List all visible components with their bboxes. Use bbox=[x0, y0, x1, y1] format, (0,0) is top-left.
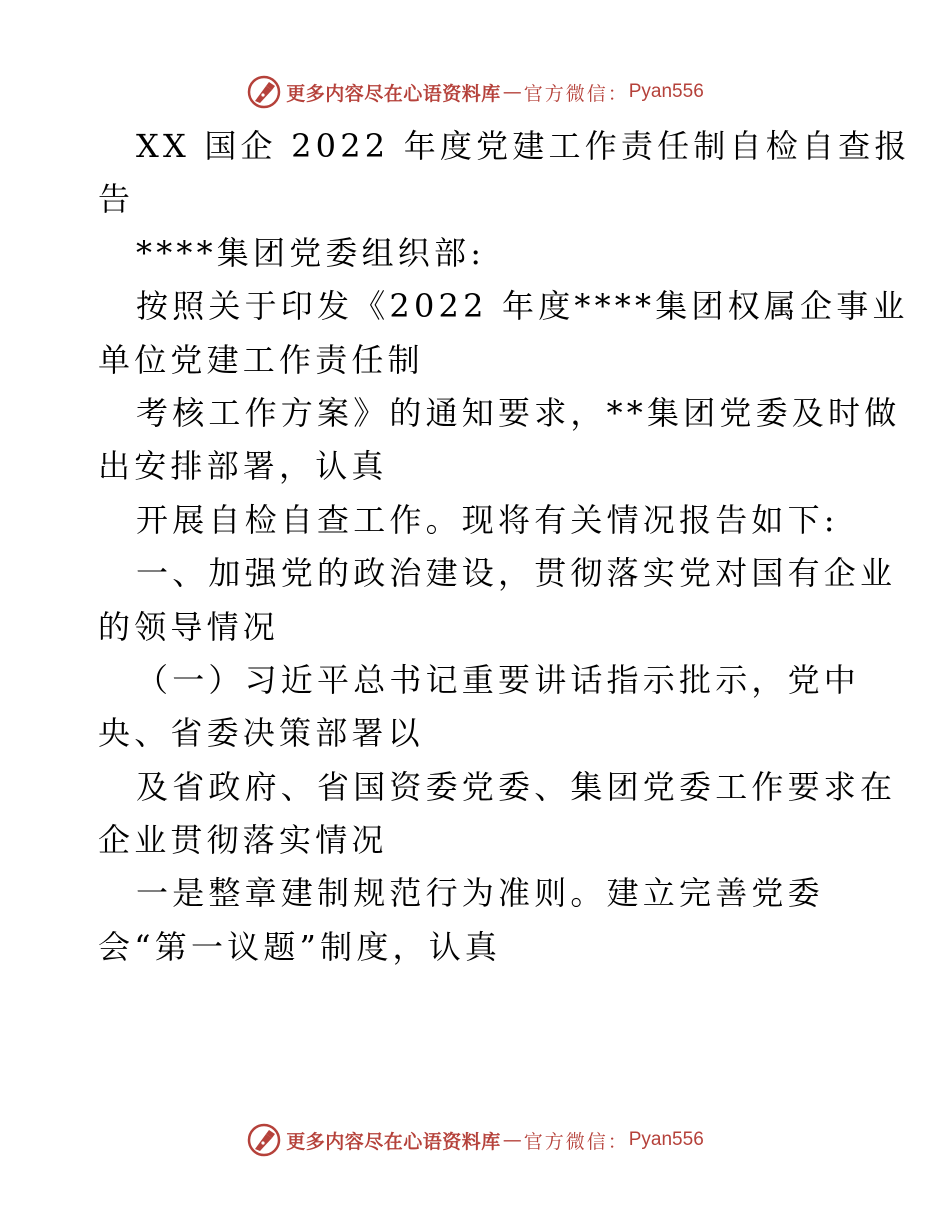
watermark-separator: — bbox=[502, 81, 522, 103]
watermark-brand: 更多内容尽在心语资料库 bbox=[286, 1130, 501, 1153]
paragraph-line: 企业贯彻落实情况 bbox=[98, 821, 388, 860]
paragraph-line: 出安排部署，认真 bbox=[98, 447, 388, 486]
addressee-line: ****集团党委组织部: bbox=[136, 233, 486, 272]
subsection-heading-line: （一）习近平总书记重要讲话指示批示，党中 bbox=[136, 660, 861, 699]
document-body bbox=[98, 120, 911, 974]
paragraph-line: 按照关于印发《2022 年度****集团权属企事业 bbox=[136, 287, 909, 326]
pen-nib-circle-icon bbox=[246, 1122, 282, 1158]
paragraph-line: 及省政府、省国资委党委、集团党委工作要求在 bbox=[136, 767, 897, 806]
pen-nib-circle-icon bbox=[246, 74, 282, 110]
paragraph-line: 会“第一议题”制度，认真 bbox=[98, 927, 502, 966]
subsection-heading-line: 央、省委决策部署以 bbox=[98, 714, 424, 753]
paragraph-line: 一是整章建制规范行为准则。建立完善党委 bbox=[136, 874, 824, 913]
paragraph-line: 开展自检自查工作。现将有关情况报告如下: bbox=[136, 500, 839, 539]
watermark-separator: — bbox=[502, 1129, 522, 1151]
watermark-wechat-id: Pyan556 bbox=[628, 81, 704, 102]
watermark-brand: 更多内容尽在心语资料库 bbox=[286, 82, 501, 105]
document-title-line-1: XX 国企 2022 年度党建工作责任制自检自查报 bbox=[136, 127, 911, 165]
document-title-line-2: 告 bbox=[98, 180, 135, 219]
watermark-contact-label: 官方微信： bbox=[523, 82, 629, 105]
paragraph-line: 单位党建工作责任制 bbox=[98, 340, 424, 379]
watermark-footer bbox=[0, 1120, 950, 1160]
watermark-contact-label: 官方微信： bbox=[523, 1130, 629, 1153]
watermark-wechat-id: Pyan556 bbox=[628, 1129, 704, 1150]
watermark-header bbox=[0, 72, 950, 112]
section-heading-line: 一、加强党的政治建设，贯彻落实党对国有企业 bbox=[136, 554, 897, 593]
paragraph-line: 考核工作方案》的通知要求，**集团党委及时做 bbox=[136, 393, 901, 432]
section-heading-line: 的领导情况 bbox=[98, 607, 280, 646]
